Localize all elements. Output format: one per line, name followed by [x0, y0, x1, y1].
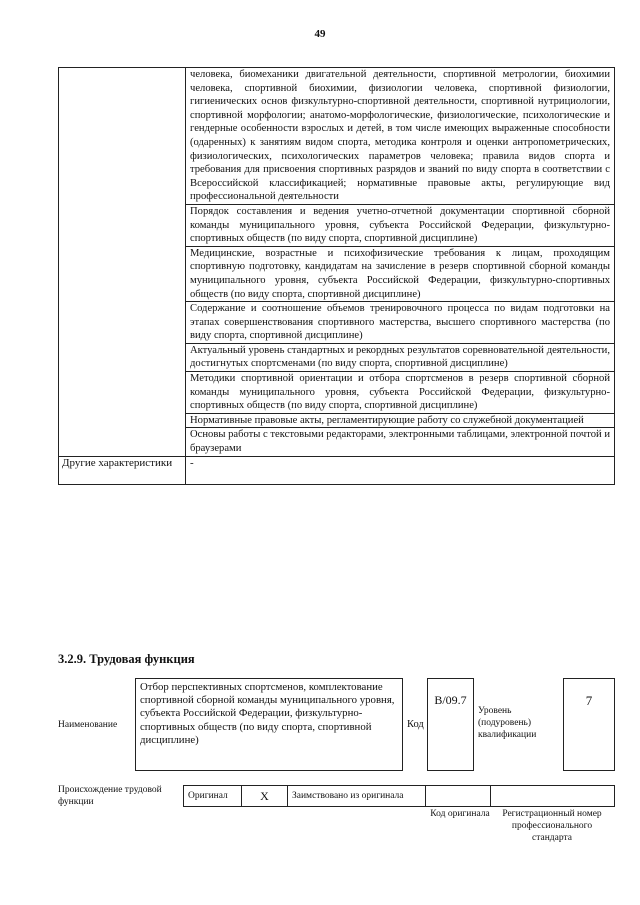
borrowed-label: Заимствовано из оригинала	[288, 786, 426, 806]
requirement-item: Нормативные правовые акты, регламентирующие работу со служебной документацией	[186, 413, 615, 428]
registration-number-cell	[491, 786, 614, 806]
original-code-caption: Код оригинала	[430, 809, 490, 819]
requirement-item: Методики спортивной ориентации и отбора спортсменов в резерв спортивной сборной команды муниципального уровня, субъекта Российской Федерации, физкультурно-спортивных обществ (по виду спорта, спортивной дисциплине)	[186, 372, 615, 414]
function-name-value: Отбор перспективных спортсменов, комплектование спортивной сборной команды муниципального уровня, субъекта Российской Федерации, физкультурно-спортивных обществ (по виду спорта, спортивной дисциплине)	[135, 678, 403, 771]
requirement-item: Порядок составления и ведения учетно-отчетной документации спортивной сборной команды муниципального уровня, субъекта Российской Федерации, физкультурно-спортивных обществ (по виду спорта, спортивной дисциплине)	[186, 204, 615, 246]
other-characteristics-label: Другие характеристики	[59, 456, 186, 484]
table-row	[59, 68, 615, 205]
original-mark: X	[242, 786, 288, 806]
registration-number-caption: Регистрационный номер профессионального стандарта	[502, 809, 602, 843]
other-characteristics-value: -	[186, 456, 615, 484]
requirement-item: Содержание и соотношение объемов тренировочного процесса по видам подготовки на этапах совершенствования спортивного мастерства, высшего спортивного мастерства (по виду спорта, спортивной дисциплине)	[186, 302, 615, 344]
origin-row	[183, 785, 615, 807]
requirement-item: Основы работы с текстовыми редакторами, электронными таблицами, электронной почтой и браузерами	[186, 428, 615, 456]
other-characteristics-row	[59, 456, 615, 484]
code-label: Код	[407, 719, 424, 730]
function-name-label: Наименование	[58, 720, 118, 730]
origin-label: Происхождение трудовой функции	[58, 785, 162, 807]
row-header-empty	[59, 68, 186, 457]
qualification-level-value: 7	[563, 678, 615, 771]
code-value: B/09.7	[427, 678, 474, 771]
page-number: 49	[314, 28, 326, 40]
original-label: Оригинал	[184, 786, 242, 806]
original-code-cell	[426, 786, 491, 806]
section-heading: 3.2.9. Трудовая функция	[58, 652, 195, 666]
qualification-level-label: Уровень (подуровень) квалификации	[478, 706, 537, 740]
requirements-table	[58, 67, 615, 485]
requirement-item: Актуальный уровень стандартных и рекордных результатов соревновательной деятельности, достигнутых спортсменами (по виду спорта, спортивной дисциплине)	[186, 343, 615, 371]
requirement-item: человека, биомеханики двигательной деятельности, спортивной метрологии, биохимии человека, спортивной биохимии, физиологии человека, спортивной физиологии, гигиенических основ физкультурно-спортивной деятельности, спортивной нутрициологии, спортивной морфологии; анатомо-морфологические, физиологические, психологические и гендерные особенности взрослых и детей, в том числе имеющих выраженные способности (одаренных) к занятиям видом спорта, методика контроля и оценки антропометрических, физиологических, психологических параметров человека; правила видов спорта и требования для присвоения спортивных разрядов и званий по виду спорта в соответствии с Всероссийской классификацией; нормативные правовые акты, регулирующие вид профессиональной деятельности	[186, 68, 615, 205]
requirement-item: Медицинские, возрастные и психофизические требования к лицам, проходящим спортивную подготовку, кандидатам на зачисление в резерв спортивной сборной команды муниципального уровня, субъекта Российской Федерации, физкультурно-спортивных обществ (по виду спорта, спортивной дисциплине)	[186, 246, 615, 301]
